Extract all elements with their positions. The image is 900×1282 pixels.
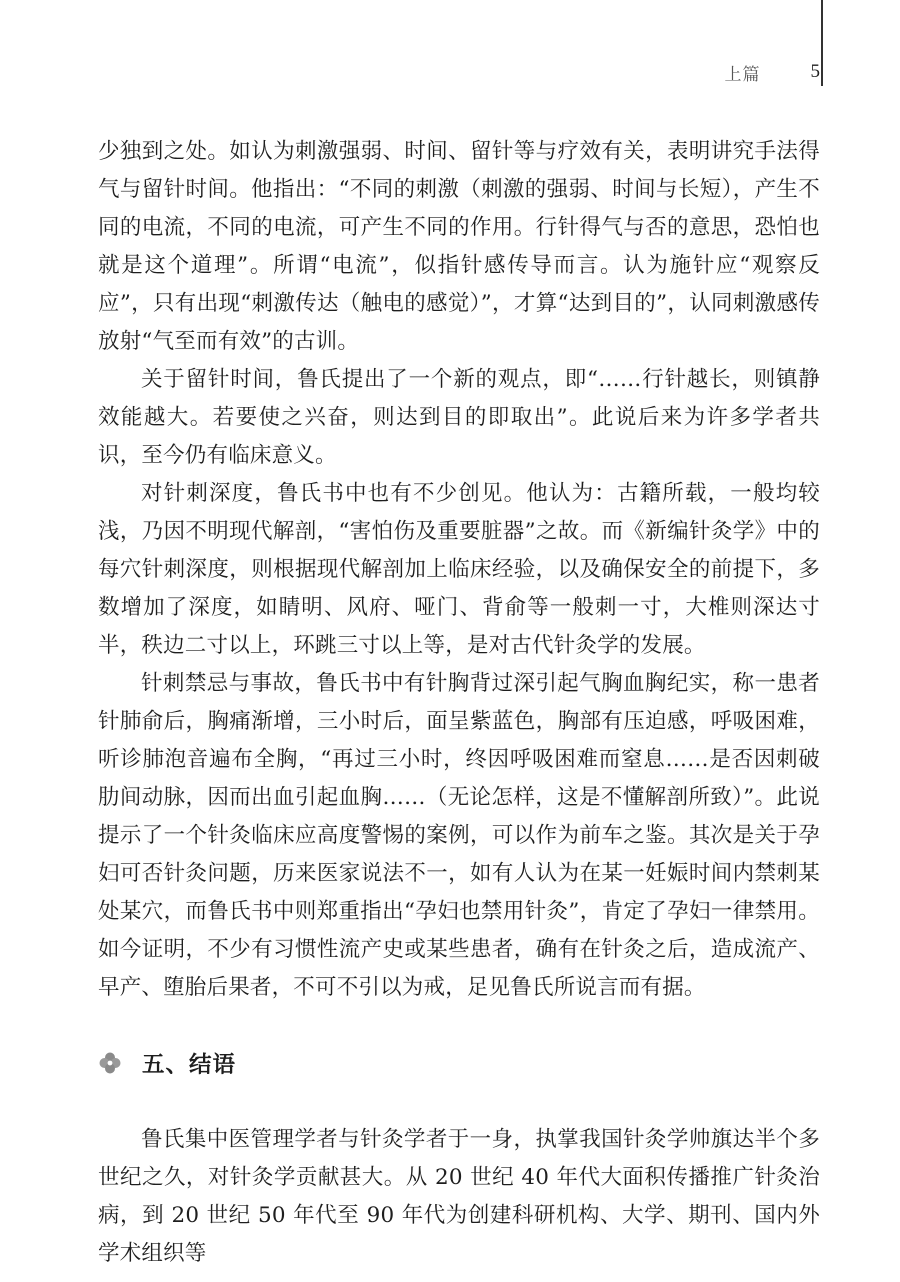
section-title: 五、结语 bbox=[142, 1052, 237, 1078]
paragraph-needle-retention: 关于留针时间，鲁氏提出了一个新的观点，即“……行针越长，则镇静效能越大。若要使之兴奋，则达到目的即取出”。此说后来为许多学者共识，至今仍有临床意义。 bbox=[98, 367, 820, 468]
paragraph-continued: 少独到之处。如认为刺激强弱、时间、留针等与疗效有关，表明讲究手法得气与留针时间。他指出：“不同的刺激（刺激的强弱、时间与长短），产生不同的电流，不同的电流，可产生不同的作用。行针得气与否的意思，恐怕也就是这个道理”。所谓“电流”，似指针感传导而言。认为施针应“观察反应”，只有出现“刺激传达（触电的感觉）”，才算“达到目的”，认同刺激感传放射“气至而有效”的古训。 bbox=[98, 139, 820, 354]
paragraph-contraindications: 针刺禁忌与事故，鲁氏书中有针胸背过深引起气胸血胸纪实，称一患者针肺俞后，胸痛渐增，三小时后，面呈紫蓝色，胸部有压迫感，呼吸困难，听诊肺泡音遍布全胸，“再过三小时，终因呼吸困难而窒息……是否因刺破肋间动脉，因而出血引起血胸……（无论怎样，这是不懂解剖所致）”。此说提示了一个针灸临床应高度警惕的案例，可以作为前车之鉴。其次是关于孕妇可否针灸问题，历来医家说法不一，如有人认为在某一妊娠时间内禁刺某处某穴，而鲁氏书中则郑重指出“孕妇也禁用针灸”，肯定了孕妇一律禁用。如今证明，不少有习惯性流产史或某些患者，确有在针灸之后，造成流产、早产、堕胎后果者，不可不引以为戒，足见鲁氏所说言而有据。 bbox=[98, 671, 820, 1000]
paragraph-conclusion: 鲁氏集中医管理学者与针灸学者于一身，执掌我国针灸学帅旗达半个多世纪之久，对针灸学贡献甚大。从 20 世纪 40 年代大面积传播推广针灸治病，到 20 世纪 50 年代至 90 年代为创建科研机构、大学、期刊、国内外学术组织等 bbox=[98, 1127, 820, 1266]
paragraph-needle-depth: 对针刺深度，鲁氏书中也有不少创见。他认为：古籍所载，一般均较浅，乃因不明现代解剖，“害怕伤及重要脏器”之故。而《新编针灸学》中的每穴针刺深度，则根据现代解剖加上临床经验，以及确保安全的前提下，多数增加了深度，如睛明、风府、哑门、背俞等一般刺一寸，大椎则深达寸半，秩边二寸以上，环跳三寸以上等，是对古代针灸学的发展。 bbox=[98, 481, 820, 658]
section-heading bbox=[98, 1047, 820, 1079]
header-divider bbox=[821, 0, 823, 86]
page-body bbox=[98, 133, 820, 1273]
header-section-label: 上篇 bbox=[724, 64, 761, 85]
running-header bbox=[725, 52, 821, 92]
page-number: 5 bbox=[810, 61, 820, 82]
clover-icon bbox=[98, 1051, 122, 1075]
